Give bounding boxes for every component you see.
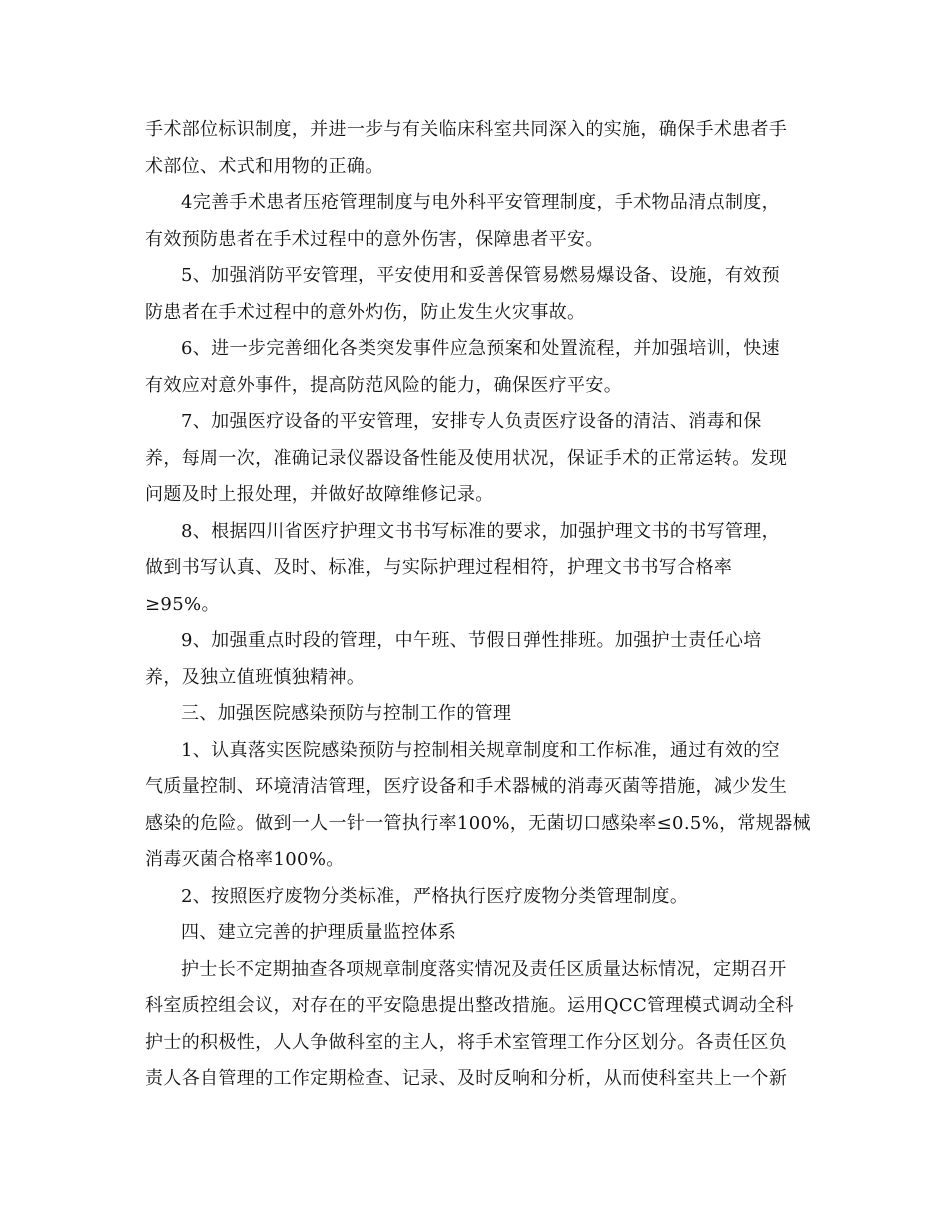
text-line: 术部位、术式和用物的正确。: [145, 155, 384, 177]
text-line: 8、根据四川省医疗护理文书书写标准的要求，加强护理文书的书写管理，: [181, 520, 780, 542]
text-line: 护士长不定期抽查各项规章制度落实情况及责任区质量达标情况，定期召开: [181, 958, 787, 980]
section-heading: 三、加强医院感染预防与控制工作的管理: [181, 703, 512, 724]
document-body: [145, 112, 811, 1098]
text-line: 1、认真落实医院感染预防与控制相关规章制度和工作标准，通过有效的空: [181, 739, 780, 761]
text-line: 手术部位标识制度，并进一步与有关临床科室共同深入的实施，确保手术患者手: [145, 119, 788, 140]
text-line: ≥95%。: [145, 593, 220, 615]
text-line: 消毒灭菌合格率100%。: [145, 849, 345, 870]
text-line: 做到书写认真、及时、标准，与实际护理过程相符，护理文书书写合格率: [145, 557, 733, 578]
text-line: 责人各自管理的工作定期检查、记录、及时反响和分析，从而使科室共上一个新: [145, 1068, 788, 1089]
text-line: 养，每周一次，准确记录仪器设备性能及使用状况，保证手术的正常运转。发现: [145, 447, 788, 469]
text-line: 有效应对意外事件，提高防范风险的能力，确保医疗平安。: [145, 374, 623, 396]
text-line: 科室质控组会议，对存在的平安隐患提出整改措施。运用QCC管理模式调动全科: [145, 995, 794, 1016]
section-heading: 四、建立完善的护理质量监控体系: [181, 922, 457, 943]
text-line: 5、加强消防平安管理，平安使用和妥善保管易燃易爆设备、设施，有效预: [181, 265, 780, 286]
text-line: 2、按照医疗废物分类标准，严格执行医疗废物分类管理制度。: [181, 885, 689, 907]
text-line: 7、加强医疗设备的平安管理，安排专人负责医疗设备的清洁、消毒和保: [181, 411, 762, 432]
text-line: 防患者在手术过程中的意外灼伤，防止发生火灾事故。: [145, 301, 586, 323]
text-line: 6、进一步完善细化各类突发事件应急预案和处置流程，并加强培训，快速: [181, 338, 780, 359]
text-line: 4完善手术患者压疮管理制度与电外科平安管理制度，手术物品清点制度，: [181, 192, 780, 213]
text-line: 护士的积极性，人人争做科室的主人，将手术室管理工作分区划分。各责任区负: [145, 1031, 788, 1053]
text-line: 气质量控制、环境清洁管理，医疗设备和手术器械的消毒灭菌等措施，减少发生: [145, 776, 788, 797]
text-line: 有效预防患者在手术过程中的意外伤害，保障患者平安。: [145, 228, 604, 250]
text-line: 养，及独立值班慎独精神。: [145, 666, 366, 688]
text-line: 问题及时上报处理，并做好故障维修记录。: [145, 484, 494, 505]
text-line: 感染的危险。做到一人一针一管执行率100%，无菌切口感染率≤0.5%，常规器械: [145, 812, 811, 834]
text-line: 9、加强重点时段的管理，中午班、节假日弹性排班。加强护士责任心培: [181, 630, 762, 651]
